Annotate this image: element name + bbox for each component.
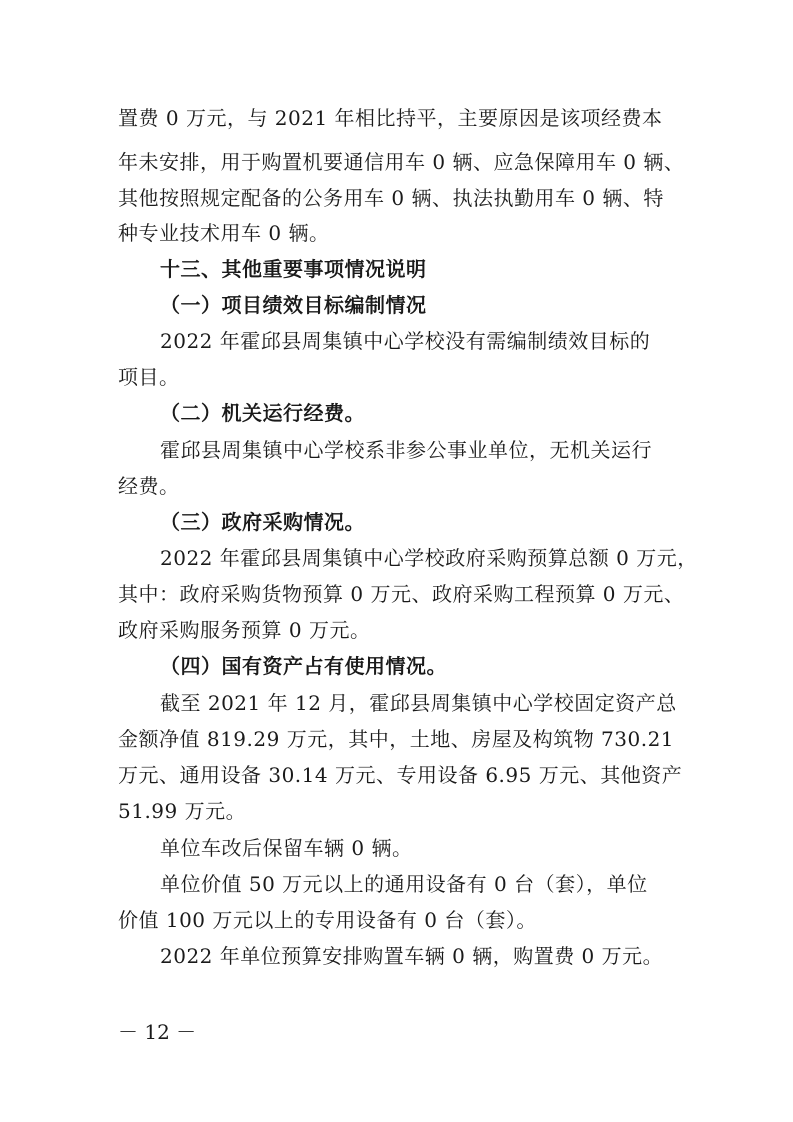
page-number: － 12 － xyxy=(118,1020,197,1044)
section-heading: 十三、其他重要事项情况说明 xyxy=(160,257,427,281)
paragraph-line: 万元、通用设备 30.14 万元、专用设备 6.95 万元、其他资产 xyxy=(118,763,683,787)
paragraph-line: 2022 年霍邱县周集镇中心学校没有需编制绩效目标的 xyxy=(160,329,651,353)
paragraph-line: 项目。 xyxy=(118,365,180,389)
subsection-heading: （四）国有资产占有使用情况。 xyxy=(160,654,447,678)
body-line: 置费 0 万元，与 2021 年相比持平，主要原因是该项经费本 xyxy=(118,106,663,130)
subsection-heading: （三）政府采购情况。 xyxy=(160,510,365,534)
body-line: 其他按照规定配备的公务用车 0 辆、执法执勤用车 0 辆、特 xyxy=(118,186,664,210)
paragraph-line: 51.99 万元。 xyxy=(118,799,247,823)
body-line: 种专业技术用车 0 辆。 xyxy=(118,221,330,245)
paragraph-line: 其中：政府采购货物预算 0 万元、政府采购工程预算 0 万元、 xyxy=(118,582,685,606)
paragraph-line: 政府采购服务预算 0 万元。 xyxy=(118,618,371,642)
paragraph-line: 单位价值 50 万元以上的通用设备有 0 台（套），单位 xyxy=(160,872,648,896)
paragraph-line: 金额净值 819.29 万元，其中，土地、房屋及构筑物 730.21 xyxy=(118,727,675,751)
paragraph-line: 2022 年单位预算安排购置车辆 0 辆，购置费 0 万元。 xyxy=(160,944,664,968)
paragraph-line: 单位车改后保留车辆 0 辆。 xyxy=(160,836,413,860)
subsection-heading: （一）项目绩效目标编制情况 xyxy=(160,293,427,317)
paragraph-line: 霍邱县周集镇中心学校系非参公事业单位，无机关运行 xyxy=(160,438,652,462)
paragraph-line: 2022 年霍邱县周集镇中心学校政府采购预算总额 0 万元， xyxy=(160,546,698,570)
paragraph-line: 截至 2021 年 12 月，霍邱县周集镇中心学校固定资产总 xyxy=(160,691,677,715)
paragraph-line: 经费。 xyxy=(118,474,180,498)
body-line: 年未安排，用于购置机要通信用车 0 辆、应急保障用车 0 辆、 xyxy=(118,150,685,174)
paragraph-line: 价值 100 万元以上的专用设备有 0 台（套）。 xyxy=(118,908,537,932)
subsection-heading: （二）机关运行经费。 xyxy=(160,401,365,425)
